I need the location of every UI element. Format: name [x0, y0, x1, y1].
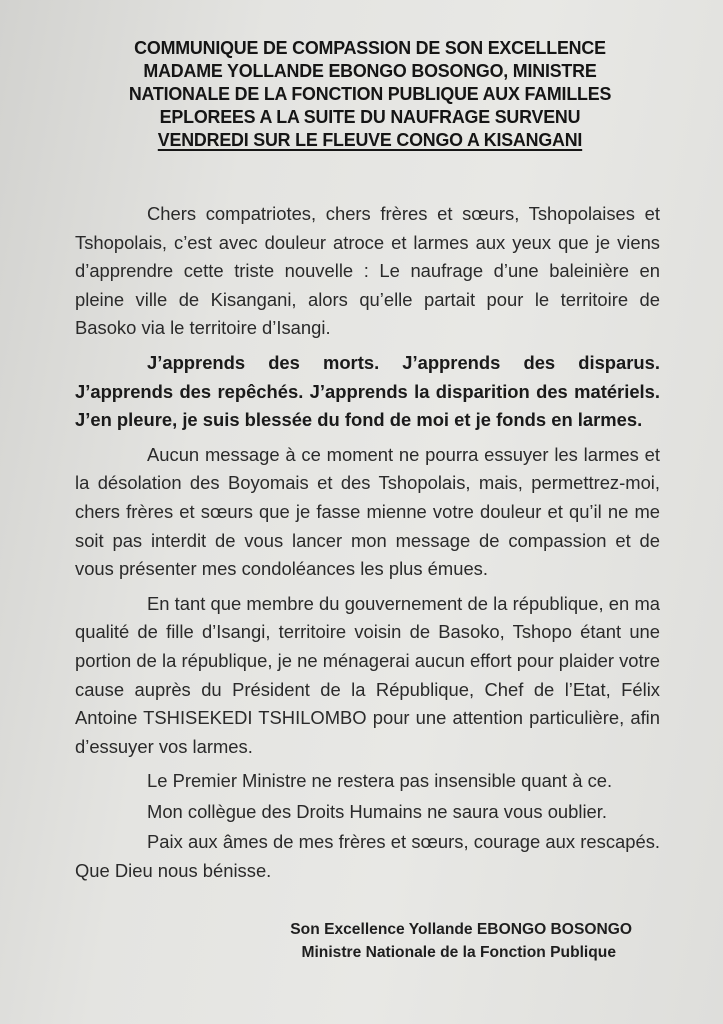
- paragraph-compassion: Aucun message à ce moment ne pourra essuyer les larmes et la désolation des Boyomais et des Tshopolais, mais, permettrez-moi, chers frères et sœurs que je fasse mienne votre douleur et qu’il ne me soit pas interdit de vous lancer mon message de compassion et de vous présenter mes condoléances les plus émues.: [75, 443, 660, 580]
- paragraph-prime-minister: Le Premier Ministre ne restera pas insensible quant à ce.: [147, 770, 613, 792]
- title-line-4: EPLOREES A LA SUITE DU NAUFRAGE SURVENU: [159, 106, 581, 127]
- paragraph-commitment: En tant que membre du gouvernement de la république, en ma qualité de fille d’Isangi, territoire voisin de Basoko, Tshopo étant une portion de la république, je ne ménagerai aucun effort pour plaider votre cause auprès du Président de la République, Chef de l’Etat, Félix Antoine TSHISEKEDI TSHILOMBO pour une attention particulière, afin d’essuyer vos larmes.: [75, 592, 660, 757]
- communique-body: [75, 200, 660, 892]
- title-line-3: NATIONALE DE LA FONCTION PUBLIQUE AUX FAMILLES: [128, 83, 612, 104]
- title-line-2: MADAME YOLLANDE EBONGO BOSONGO, MINISTRE: [143, 60, 597, 81]
- paragraph-closing: Paix aux âmes de mes frères et sœurs, courage aux rescapés. Que Dieu nous bénisse.: [75, 831, 660, 882]
- communique-title: [72, 36, 667, 151]
- paragraph-news: J’apprends des morts. J’apprends des disparus. J’apprends des repêchés. J’apprends la disparition des matériels. J’en pleure, je suis blessée du fond de moi et je fonds en larmes.: [75, 351, 660, 431]
- signature-block: [250, 918, 650, 964]
- signature-name: Son Excellence Yollande EBONGO BOSONGO: [290, 921, 632, 938]
- signature-role: Ministre Nationale de la Fonction Publique: [301, 944, 616, 961]
- paragraph-greeting: Chers compatriotes, chers frères et sœurs, Tshopolaises et Tshopolais, c’est avec douleur atroce et larmes aux yeux que je viens d’apprendre cette triste nouvelle : Le naufrage d’une baleinière en pleine ville de Kisangani, alors qu’elle partait pour le territoire de Basoko via le territoire d’Isangi.: [75, 203, 660, 339]
- title-line-5: VENDREDI SUR LE FLEUVE CONGO A KISANGANI: [157, 129, 583, 150]
- paragraph-human-rights: Mon collègue des Droits Humains ne saura vous oublier.: [147, 800, 608, 822]
- title-line-1: COMMUNIQUE DE COMPASSION DE SON EXCELLENCE: [134, 37, 606, 58]
